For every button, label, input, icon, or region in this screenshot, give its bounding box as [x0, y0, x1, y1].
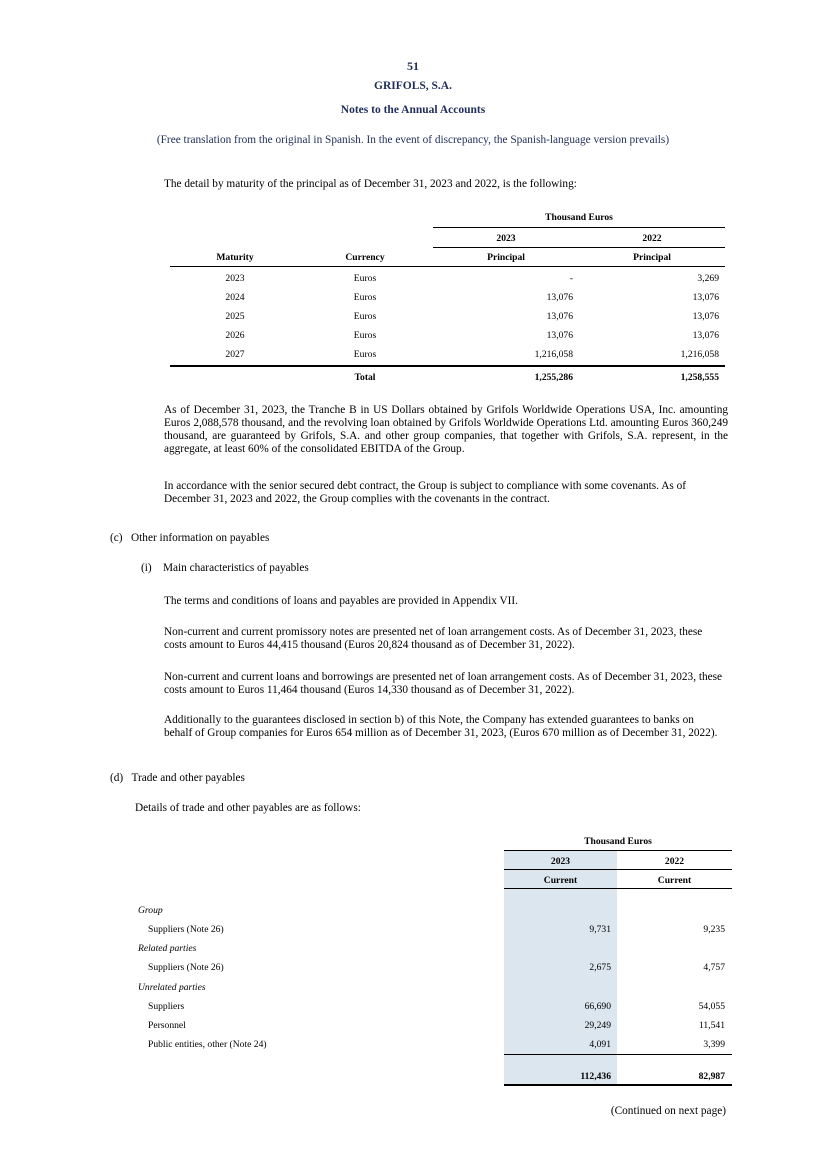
row-principal-2022: 13,076: [692, 292, 719, 303]
payables-col-2023: Current: [543, 875, 578, 886]
row-label: Suppliers: [148, 1001, 185, 1012]
row-maturity: 2027: [225, 349, 245, 360]
col-maturity: Maturity: [216, 252, 254, 263]
row-principal-2023: 13,076: [546, 330, 573, 341]
guarantee-paragraph: As of December 31, 2023, the Tranche B in US Dollars obtained by Grifols Worldwide Operations USA, Inc. amounting Euros 2,088,578 thousand, and the revolving loan obtained by Grifols Worldwide Operations Ltd. amounting Euros 360,249 thousand, are guaranteed by Grifols, S.A. and other group companies, that together with Grifols, S.A. represent, in the aggregate, at least 60% of the consolidated EBITDA of the Group.: [164, 404, 728, 455]
row-currency: Euros: [353, 311, 377, 322]
row-maturity: 2024: [225, 292, 245, 303]
year-rule: [433, 247, 725, 248]
covenants-paragraph: In accordance with the senior secured debt contract, the Group is subject to compliance with some covenants. As of December 31, 2023 and 2022, the Group complies with the covenants in the contract.: [164, 480, 687, 505]
unrelated-heading: Unrelated parties: [138, 982, 206, 993]
row-principal-2023: 13,076: [546, 311, 573, 322]
row-principal-2022: 3,269: [697, 273, 719, 284]
row-maturity: 2025: [225, 311, 245, 322]
payables-col-2022: Current: [657, 875, 692, 886]
row-value-2023: 29,249: [584, 1020, 611, 1031]
additional-paragraph: Additionally to the guarantees disclosed in section b) of this Note, the Company has extended guarantees to banks on behalf of Group companies for Euros 654 million as of December 31, 2023, (Euros 670 million as of December 31, 2022).: [164, 714, 718, 739]
promissory-paragraph: Non-current and current promissory notes are presented net of loan arrangement costs. As of December 31, 2023, these costs amount to Euros 44,415 thousand (Euros 20,824 thousand as of December 31, 2022).: [164, 626, 703, 651]
maturity-total-2022: 1,258,555: [680, 372, 719, 383]
row-label: Suppliers (Note 26): [148, 962, 224, 973]
row-value-2022: 4,757: [703, 962, 725, 973]
maturity-year-2022: 2022: [642, 233, 662, 244]
row-principal-2022: 13,076: [692, 311, 719, 322]
col-principal-2022: Principal: [633, 252, 671, 263]
terms-paragraph: The terms and conditions of loans and payables are provided in Appendix VII.: [164, 595, 518, 607]
row-principal-2023: 13,076: [546, 292, 573, 303]
row-value-2023: 4,091: [589, 1039, 611, 1050]
page-subtitle: Notes to the Annual Accounts: [340, 104, 486, 116]
row-value-2022: 11,541: [698, 1020, 725, 1031]
company-name: GRIFOLS, S.A.: [374, 80, 452, 92]
payables-total-2022: 82,987: [698, 1071, 725, 1082]
maturity-total-2023: 1,255,286: [534, 372, 573, 383]
row-principal-2023: 1,216,058: [534, 349, 573, 360]
row-currency: Euros: [353, 349, 377, 360]
row-maturity: 2026: [225, 330, 245, 341]
row-principal-2022: 13,076: [692, 330, 719, 341]
row-maturity: 2023: [225, 273, 245, 284]
payables-year-rule: [504, 869, 732, 870]
maturity-unit: Thousand Euros: [545, 212, 613, 223]
row-value-2023: 9,731: [589, 924, 611, 935]
row-currency: Euros: [353, 292, 377, 303]
payables-bottom-rule: [504, 1084, 732, 1086]
maturity-total-label: Total: [354, 372, 376, 383]
row-label: Public entities, other (Note 24): [148, 1039, 267, 1050]
row-value-2022: 3,399: [703, 1039, 725, 1050]
header-rule: [170, 266, 725, 267]
row-value-2022: 54,055: [698, 1001, 725, 1012]
continued-note: (Continued on next page): [610, 1105, 726, 1117]
row-currency: Euros: [353, 273, 377, 284]
row-value-2022: 9,235: [703, 924, 725, 935]
payables-unit-rule: [504, 850, 732, 851]
payables-header-rule: [504, 888, 732, 889]
maturity-intro: The detail by maturity of the principal as of December 31, 2023 and 2022, is the following:: [164, 178, 577, 190]
section-c-i-heading: (i) Main characteristics of payables: [141, 562, 309, 574]
row-value-2023: 66,690: [584, 1001, 611, 1012]
row-label: Suppliers (Note 26): [148, 924, 224, 935]
group-heading: Group: [138, 905, 163, 916]
total-rule: [170, 365, 725, 367]
related-heading: Related parties: [138, 943, 197, 954]
payables-year-2023: 2023: [550, 856, 571, 867]
translation-note: (Free translation from the original in Spanish. In the event of discrepancy, the Spanish-language version prevails): [156, 134, 670, 146]
page-number: 51: [407, 59, 419, 73]
row-label: Personnel: [148, 1020, 186, 1031]
section-d-heading: (d) Trade and other payables: [110, 772, 245, 784]
row-principal-2023: -: [569, 273, 573, 284]
payables-unit: Thousand Euros: [584, 836, 652, 847]
payables-year-2022: 2022: [664, 856, 685, 867]
payables-total-rule: [504, 1054, 732, 1055]
maturity-year-2023: 2023: [496, 233, 516, 244]
row-currency: Euros: [353, 330, 377, 341]
unit-rule: [433, 227, 725, 228]
row-value-2023: 2,675: [589, 962, 611, 973]
col-currency: Currency: [345, 252, 385, 263]
col-principal-2023: Principal: [487, 252, 525, 263]
row-principal-2022: 1,216,058: [680, 349, 719, 360]
details-intro: Details of trade and other payables are as follows:: [135, 802, 361, 814]
section-c-heading: (c) Other information on payables: [110, 532, 270, 544]
loans-paragraph: Non-current and current loans and borrowings are presented net of loan arrangement costs. As of December 31, 2023, these costs amount to Euros 11,464 thousand (Euros 14,330 thousand as of December 31, 2022).: [164, 671, 723, 696]
payables-total-2023: 112,436: [580, 1071, 611, 1082]
